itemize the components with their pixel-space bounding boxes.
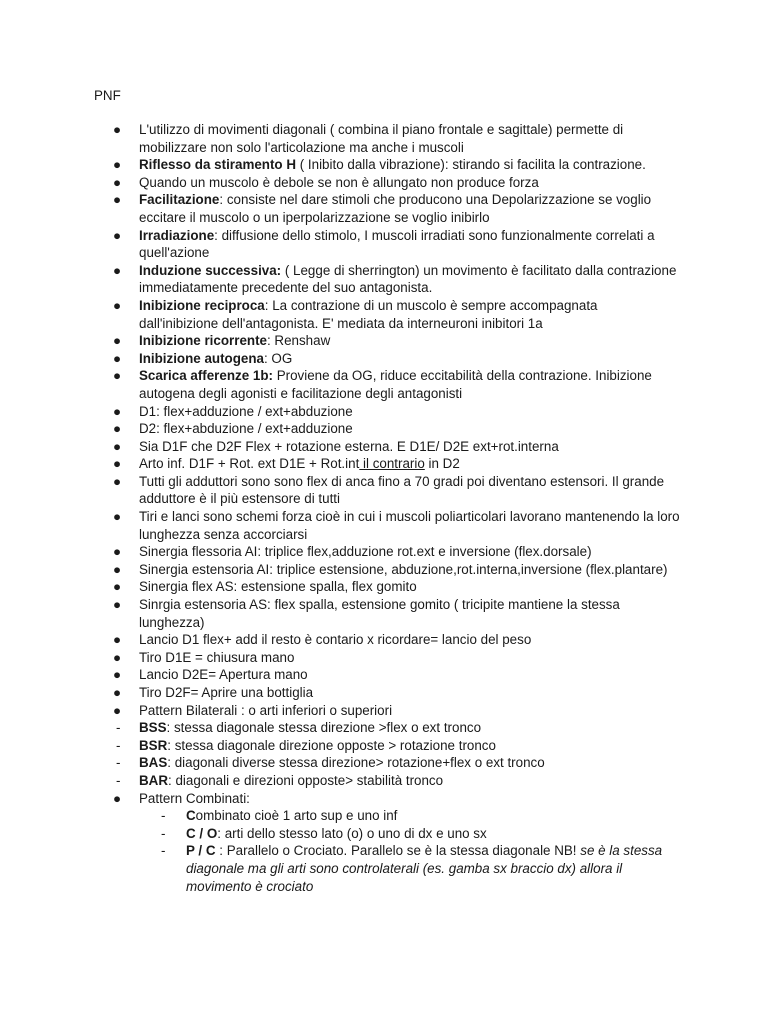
dash-marker: - [116, 772, 121, 788]
bullet-marker: ● [113, 579, 122, 595]
list-item: - BAS: diagonali diverse stessa direzione> rotazione+flex o ext tronco [116, 755, 545, 771]
list-item: ● Inibizione ricorrente: Renshaw [113, 333, 331, 349]
list-item: ● D1: flex+adduzione / ext+abduzione [113, 403, 353, 419]
list-item: ● Inibizione reciproca: La contrazione di un muscolo è sempre accompagnata dall'inibizione dell'antagonista. E' mediata da interneuroni inibitori 1a [113, 297, 598, 331]
list-item: ● Pattern Bilaterali : o arti inferiori o superiori [113, 702, 393, 718]
list-item: ● Tiri e lanci sono schemi forza cioè in cui i muscoli poliarticolari lavorano mantenendo la loro lunghezza senza accorciarsi [113, 509, 680, 542]
bullet-marker: ● [113, 122, 122, 137]
dash-marker: - [161, 808, 166, 824]
bullet-marker: ● [113, 597, 122, 613]
bullet-marker: ● [113, 421, 122, 437]
sub-list-item: - C / O: arti dello stesso lato (o) o uno di dx e uno sx [161, 825, 487, 841]
list-item: ● Lancio D1 flex+ add il resto è contario x ricordare= lancio del peso [113, 632, 532, 648]
bullet-marker: ● [113, 473, 122, 489]
bullet-marker: ● [113, 702, 122, 718]
list-item: ● Scarica afferenze 1b: Proviene da OG, riduce eccitabilità della contrazione. Inibizione autogena degli agonisti e facilitazione degli antagonisti [113, 368, 652, 401]
document-title: PNF [94, 88, 121, 103]
italic-note: se è la stessa diagonale ma gli arti sono controlaterali (es. gamba sx braccio dx) allora il movimento è crociato [186, 843, 663, 894]
list-item: ● Induzione successiva: ( Legge di sherrington) un movimento è facilitato dalla contrazione immediatamente precedente del suo antagonista. [113, 262, 677, 296]
bullet-marker: ● [113, 157, 122, 173]
bullet-marker: ● [113, 685, 122, 700]
bullet-marker: ● [113, 667, 122, 683]
list-item: - BSR: stessa diagonale direzione opposte > rotazione tronco [116, 737, 496, 753]
notes-list [0, 121, 768, 895]
list-item: ● Tiro D1E = chiusura mano [113, 649, 295, 665]
list-item: ● Riflesso da stiramento H ( Inibito dalla vibrazione): stirando si facilita la contrazione. [113, 157, 646, 173]
bullet-marker: ● [113, 262, 122, 278]
sub-list-item-pc: - P / C : Parallelo o Crociato. Parallelo se è la stessa diagonale NB! se è la stessa diagonale ma gli arti sono controlaterali (es. gamba sx braccio dx) allora il movimento è crociato [161, 843, 663, 894]
list-item: ● Sia D1F che D2F Flex + rotazione esterna. E D1E/ D2E ext+rot.interna [113, 438, 559, 454]
bullet-marker: ● [113, 174, 122, 190]
bullet-marker: ● [113, 368, 122, 384]
list-item: ● Irradiazione: diffusione dello stimolo, I muscoli irradiati sono funzionalmente correlati a quell'azione [113, 227, 655, 261]
sub-list-item: - Combinato cioè 1 arto sup e uno inf [161, 808, 398, 824]
dash-marker: - [116, 720, 121, 736]
bullet-marker: ● [113, 403, 122, 419]
dash-marker: - [116, 737, 121, 753]
list-item-arto: ● Arto inf. D1F + Rot. ext D1E + Rot.int il contrario in D2 [113, 456, 460, 472]
dash-marker: - [161, 825, 166, 841]
bullet-marker: ● [113, 350, 122, 366]
bullet-marker: ● [113, 438, 122, 454]
list-item: ● Tiro D2F= Aprire una bottiglia [113, 685, 314, 700]
bullet-marker: ● [113, 297, 122, 313]
list-item: ● Sinrgia estensoria AS: flex spalla, estensione gomito ( tricipite mantiene la stessa lunghezza) [113, 597, 620, 630]
list-item: ● Facilitazione: consiste nel dare stimoli che producono una Depolarizzazione se voglio eccitare il muscolo o un iperpolarizzazione se voglio inibirlo [113, 192, 652, 225]
list-item: ● D2: flex+abduzione / ext+adduzione [113, 421, 353, 437]
bullet-marker: ● [113, 544, 122, 560]
bullet-marker: ● [113, 632, 122, 648]
bullet-marker: ● [113, 561, 122, 577]
list-item: ● Sinergia flessoria AI: triplice flex,adduzione rot.ext e inversione (flex.dorsale) [113, 544, 592, 560]
bullet-marker: ● [113, 509, 122, 525]
list-item: ● Sinergia flex AS: estensione spalla, flex gomito [113, 579, 417, 595]
bullet-marker: ● [113, 333, 122, 349]
list-item: ● Quando un muscolo è debole se non è allungato non produce forza [113, 174, 539, 190]
list-item: ● Sinergia estensoria AI: triplice estensione, abduzione,rot.interna,inversione (flex.plantare) [113, 561, 668, 577]
list-item: ● L'utilizzo di movimenti diagonali ( combina il piano frontale e sagittale) permette di mobilizzare non solo l'articolazione ma anche i muscoli [113, 122, 624, 155]
bullet-marker: ● [113, 649, 122, 665]
dash-marker: - [161, 843, 166, 859]
list-item: ● Pattern Combinati: [113, 790, 250, 806]
list-item: ● Lancio D2E= Apertura mano [113, 667, 308, 683]
list-item: - BSS: stessa diagonale stessa direzione >flex o ext tronco [116, 720, 482, 736]
list-item: ● Inibizione autogena: OG [113, 350, 293, 366]
dash-marker: - [116, 755, 121, 771]
list-item: ● Tutti gli adduttori sono sono flex di anca fino a 70 gradi poi diventano estensori. Il grande adduttore è il più estensore di tutti [113, 473, 665, 507]
list-item: - BAR: diagonali e direzioni opposte> stabilità tronco [116, 772, 444, 788]
underlined-text: il contrario [359, 456, 425, 472]
bullet-marker: ● [113, 790, 122, 806]
bullet-marker: ● [113, 192, 122, 208]
bullet-marker: ● [113, 227, 122, 243]
bullet-marker: ● [113, 456, 122, 472]
